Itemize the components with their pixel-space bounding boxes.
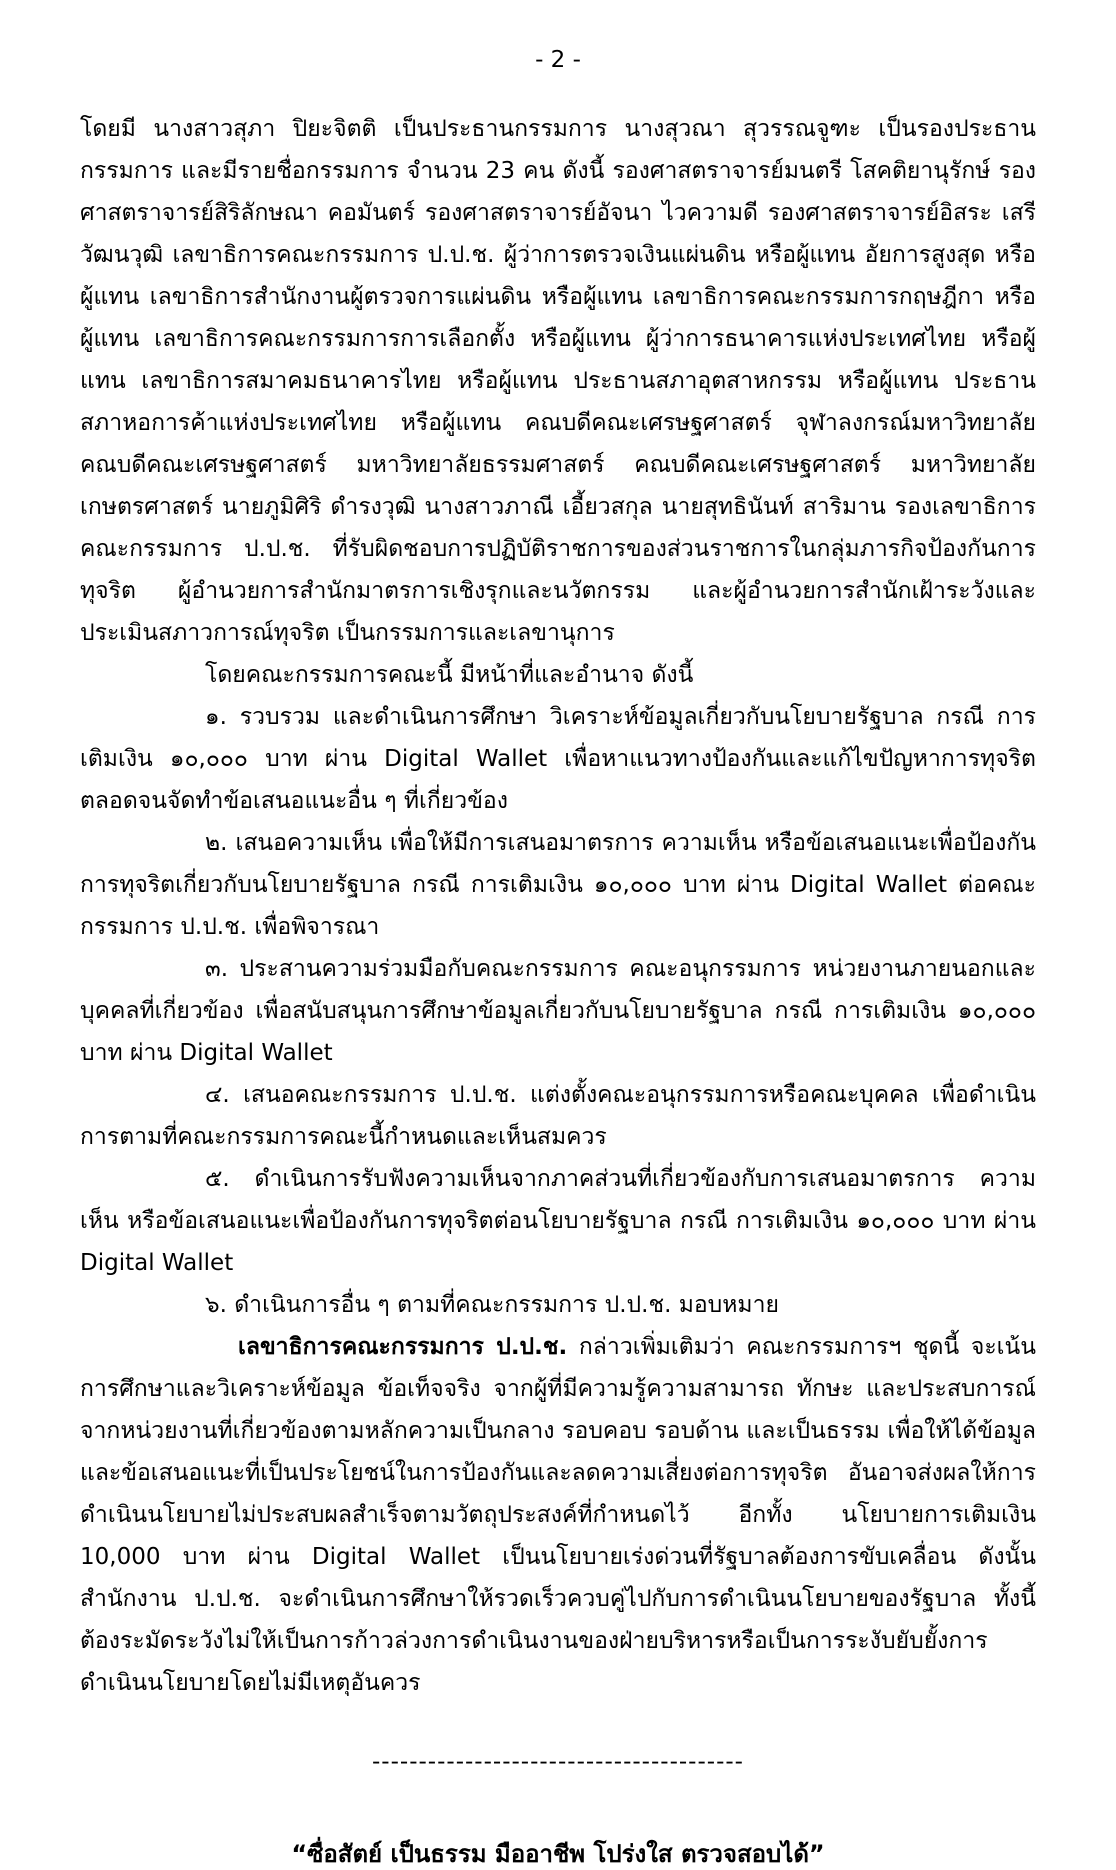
closing-paragraph: [80, 1326, 1036, 1704]
duties-heading: โดยคณะกรรมการคณะนี้ มีหน้าที่และอำนาจ ดังนี้: [205, 662, 694, 688]
duty-item-5: ๕. ดำเนินการรับฟังความเห็นจากภาคส่วนที่เกี่ยวข้องกับการเสนอมาตรการ ความเห็น หรือข้อเสนอแนะเพื่อป้องกันการทุจริตต่อนโยบายรัฐบาล กรณี การเติมเงิน ๑๐,๐๐๐ บาท ผ่าน Digital Wallet: [80, 1166, 1036, 1276]
duty-item-1: ๑. รวบรวม และดำเนินการศึกษา วิเคราะห์ข้อมูลเกี่ยวกับนโยบายรัฐบาล กรณี การเติมเงิน ๑๐,๐๐๐ บาท ผ่าน Digital Wallet เพื่อหาแนวทางป้องกันและแก้ไขปัญหาการทุจริต ตลอดจนจัดทำข้อเสนอแนะอื่น ๆ ที่เกี่ยวข้อง: [80, 704, 1036, 814]
separator-line: ----------------------------------------: [372, 1749, 744, 1775]
duty-item-6: ๖. ดำเนินการอื่น ๆ ตามที่คณะกรรมการ ป.ป.ช. มอบหมาย: [205, 1292, 779, 1318]
duty-item-4: ๔. เสนอคณะกรรมการ ป.ป.ช. แต่งตั้งคณะอนุกรรมการหรือคณะบุคคล เพื่อดำเนินการตามที่คณะกรรมการคณะนี้กำหนดและเห็นสมควร: [80, 1082, 1036, 1150]
page-number: - 2 -: [535, 47, 581, 73]
duty-item-3: ๓. ประสานความร่วมมือกับคณะกรรมการ คณะอนุกรรมการ หน่วยงานภายนอกและบุคคลที่เกี่ยวข้อง เพื่อสนับสนุนการศึกษาข้อมูลเกี่ยวกับนโยบายรัฐบาล กรณี การเติมเงิน ๑๐,๐๐๐ บาท ผ่าน Digital Wallet: [80, 956, 1036, 1066]
duty-item-2: ๒. เสนอความเห็น เพื่อให้มีการเสนอมาตรการ ความเห็น หรือข้อเสนอแนะเพื่อป้องกันการทุจริตเกี่ยวกับนโยบายรัฐบาล กรณี การเติมเงิน ๑๐,๐๐๐ บาท ผ่าน Digital Wallet ต่อคณะกรรมการ ป.ป.ช. เพื่อพิจารณา: [80, 830, 1036, 940]
closing-paragraph-body: กล่าวเพิ่มเติมว่า คณะกรรมการฯ ชุดนี้ จะเน้นการศึกษาและวิเคราะห์ข้อมูล ข้อเท็จจริง จากผู้ที่มีความรู้ความสามารถ ทักษะ และประสบการณ์จากหน่วยงานที่เกี่ยวข้องตามหลักความเป็นกลาง รอบคอบ รอบด้าน และเป็นธรรม เพื่อให้ได้ข้อมูลและข้อเสนอแนะที่เป็นประโยชน์ในการป้องกันและลดความเสี่ยงต่อการทุจริต อันอาจส่งผลให้การดำเนินนโยบายไม่ประสบผลสำเร็จตามวัตถุประสงค์ที่กำหนดไว้ อีกทั้ง นโยบายการเติมเงิน 10,000 บาท ผ่าน Digital Wallet เป็นนโยบายเร่งด่วนที่รัฐบาลต้องการขับเคลื่อน ดังนั้น สำนักงาน ป.ป.ช. จะดำเนินการศึกษาให้รวดเร็วควบคู่ไปกับการดำเนินนโยบายของรัฐบาล ทั้งนี้ต้องระมัดระวังไม่ให้เป็นการก้าวล่วงการดำเนินงานของฝ่ายบริหารหรือเป็นการระงับยับยั้งการดำเนินนโยบายโดยไม่มีเหตุอันควร: [80, 1334, 1036, 1696]
intro-paragraph: โดยมี นางสาวสุภา ปิยะจิตติ เป็นประธานกรรมการ นางสุวณา สุวรรณจูฑะ เป็นรองประธานกรรมการ และมีรายชื่อกรรมการ จำนวน 23 คน ดังนี้ รองศาสตราจารย์มนตรี โสคติยานุรักษ์ รองศาสตราจารย์สิริลักษณา คอมันตร์ รองศาสตราจารย์อัจนา ไวความดี รองศาสตราจารย์อิสระ เสรีวัฒนวุฒิ เลขาธิการคณะกรรมการ ป.ป.ช. ผู้ว่าการตรวจเงินแผ่นดิน หรือผู้แทน อัยการสูงสุด หรือผู้แทน เลขาธิการสำนักงานผู้ตรวจการแผ่นดิน หรือผู้แทน เลขาธิการคณะกรรมการกฤษฎีกา หรือผู้แทน เลขาธิการคณะกรรมการการเลือกตั้ง หรือผู้แทน ผู้ว่าการธนาคารแห่งประเทศไทย หรือผู้แทน เลขาธิการสมาคมธนาคารไทย หรือผู้แทน ประธานสภาอุตสาหกรรม หรือผู้แทน ประธานสภาหอการค้าแห่งประเทศไทย หรือผู้แทน คณบดีคณะเศรษฐศาสตร์ จุฬาลงกรณ์มหาวิทยาลัย คณบดีคณะเศรษฐศาสตร์ มหาวิทยาลัยธรรมศาสตร์ คณบดีคณะเศรษฐศาสตร์ มหาวิทยาลัยเกษตรศาสตร์ นายภูมิศิริ ดำรงวุฒิ นางสาวภาณี เอี้ยวสกุล นายสุทธินันท์ สาริมาน รองเลขาธิการคณะกรรมการ ป.ป.ช. ที่รับผิดชอบการปฏิบัติราชการของส่วนราชการในกลุ่มภารกิจป้องกันการทุจริต ผู้อำนวยการสำนักมาตรการเชิงรุกและนวัตกรรม และผู้อำนวยการสำนักเฝ้าระวังและประเมินสภาวการณ์ทุจริต เป็นกรรมการและเลขานุการ: [80, 116, 1036, 646]
closing-paragraph-lead: เลขาธิการคณะกรรมการ ป.ป.ช.: [238, 1334, 568, 1360]
footer-slogan: “ซื่อสัตย์ เป็นธรรม มืออาชีพ โปร่งใส ตรวจสอบได้”: [291, 1840, 825, 1868]
